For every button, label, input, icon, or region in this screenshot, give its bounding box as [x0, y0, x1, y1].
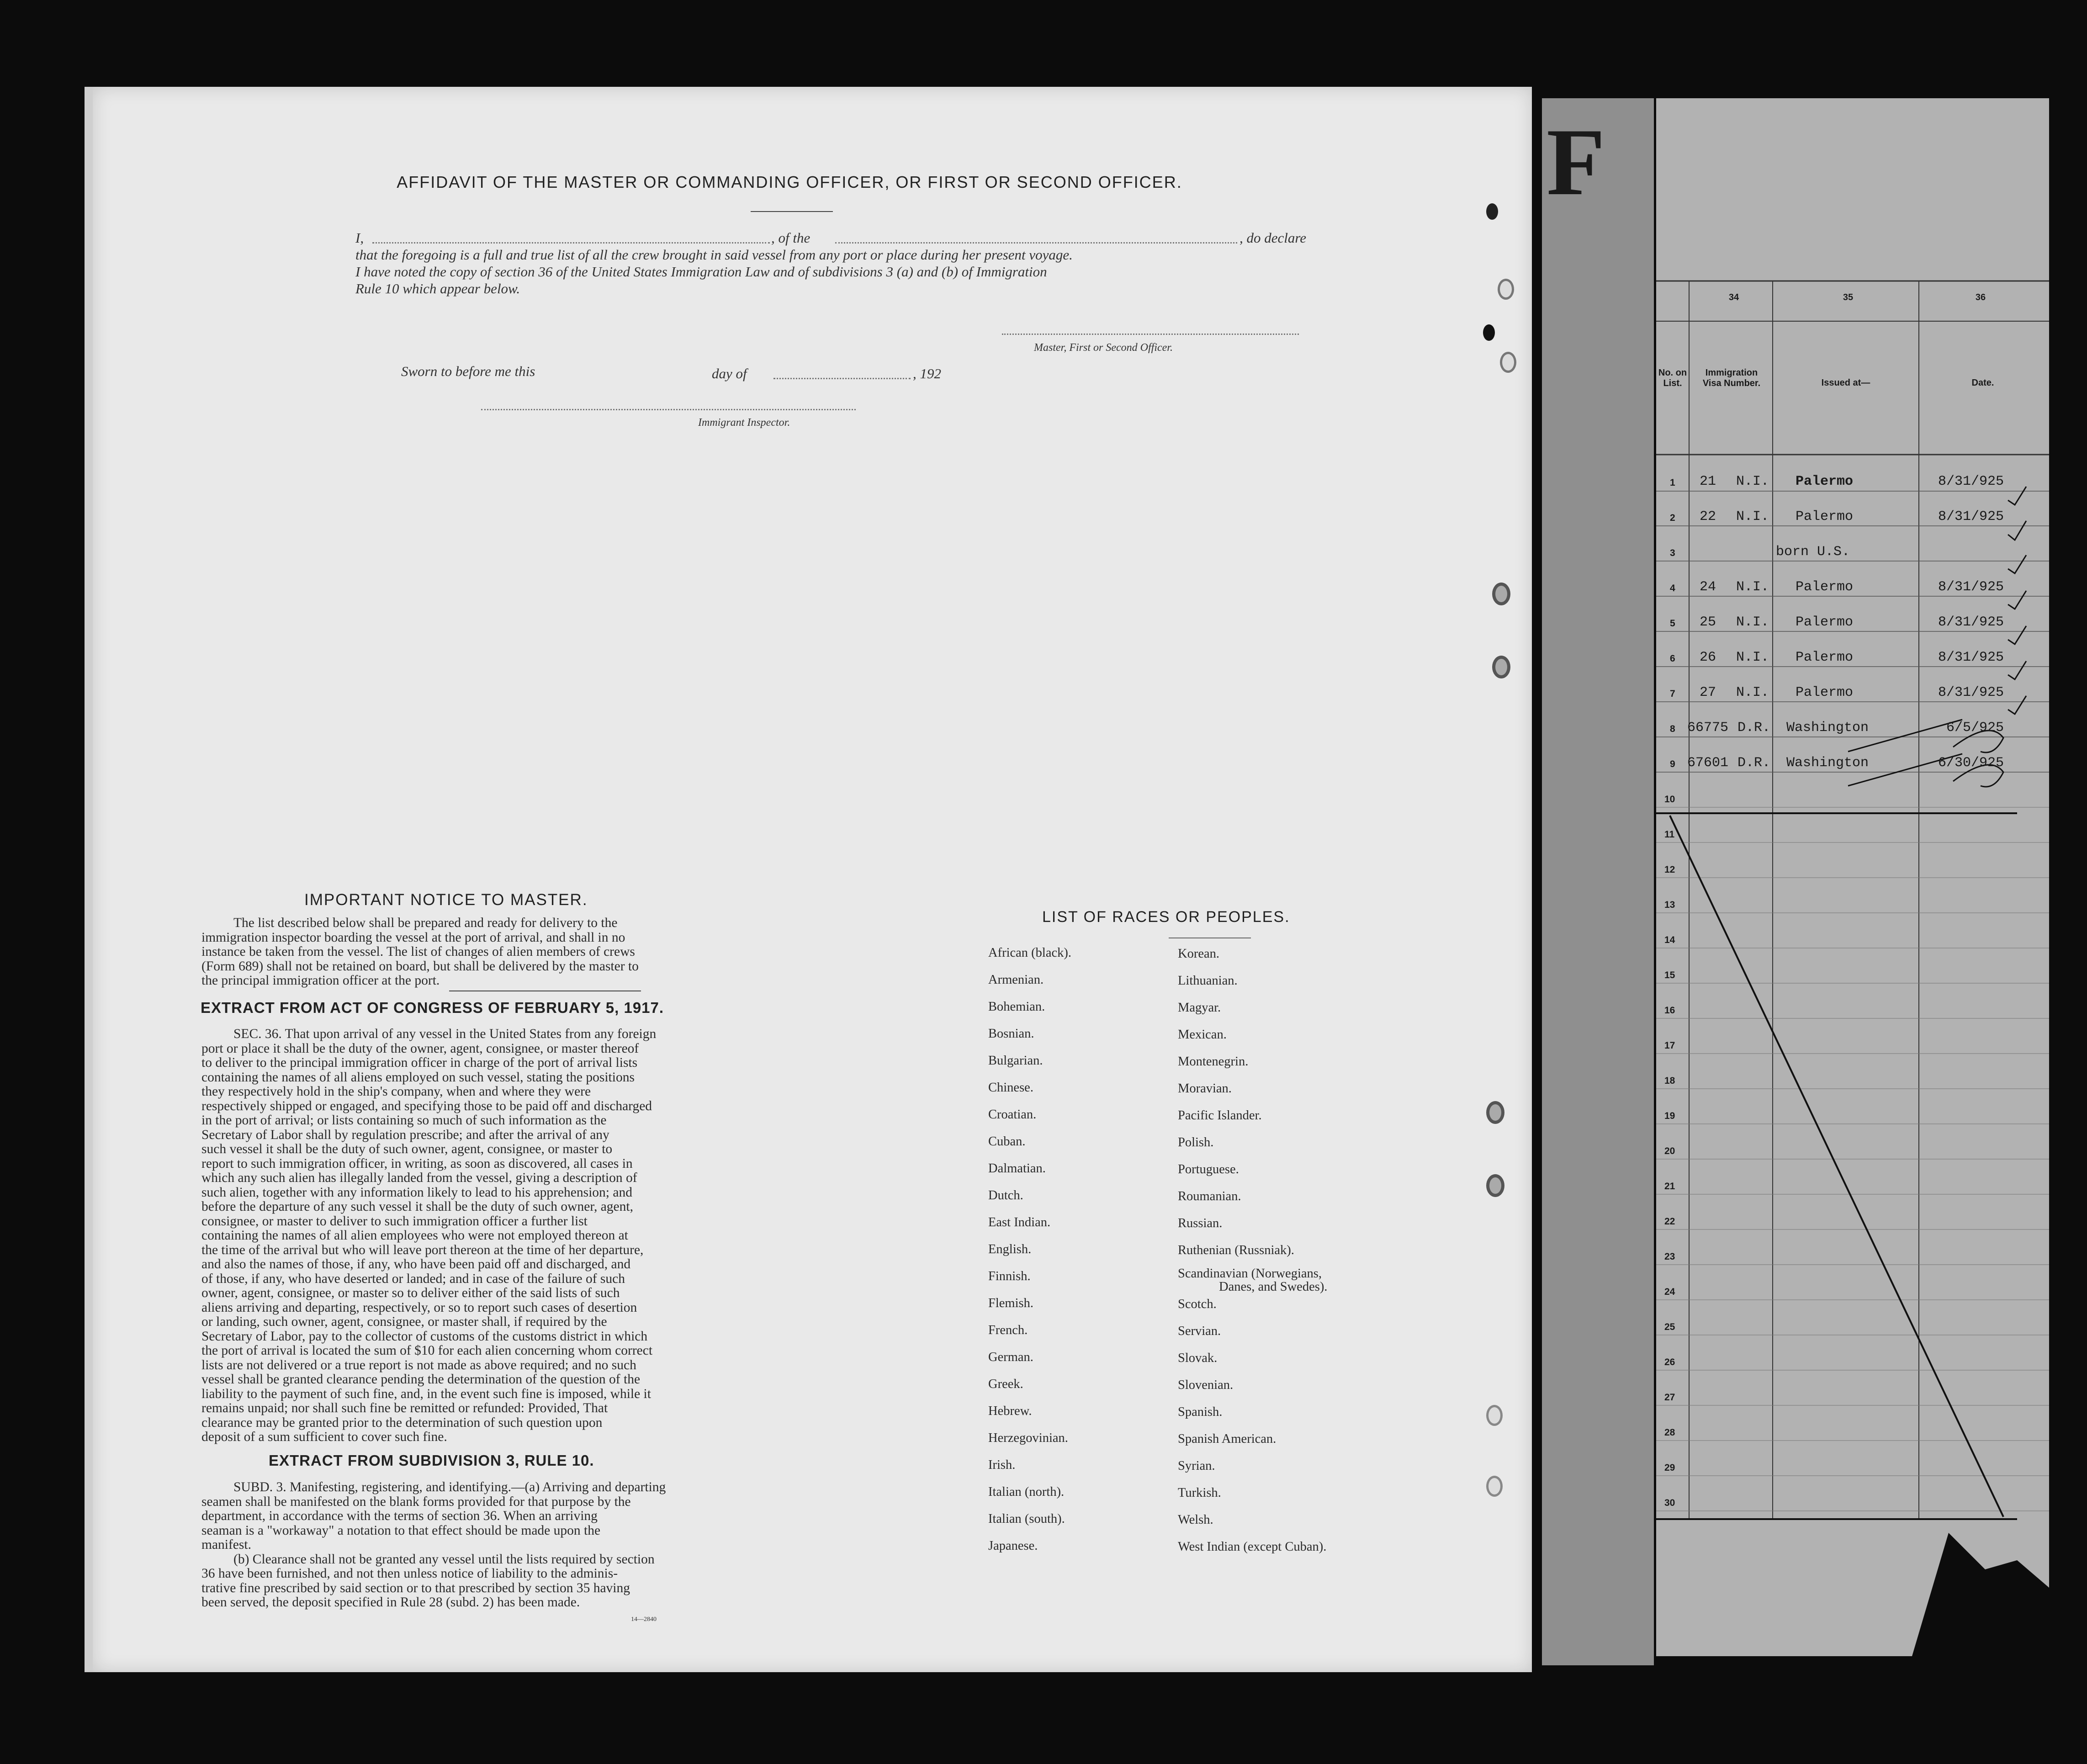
race-item: German. — [988, 1350, 1033, 1364]
sec36-line: containing the names of all alien employees who were not employed thereon at — [201, 1228, 628, 1243]
visa-type: N.I. — [1736, 685, 1769, 700]
extract-rule-title: EXTRACT FROM SUBDIVISION 3, RULE 10. — [269, 1452, 594, 1469]
notice-body — [201, 916, 734, 988]
row-number: 2 — [1670, 513, 1675, 523]
row-number: 30 — [1664, 1498, 1675, 1508]
rule-line: manifest. — [201, 1537, 251, 1552]
race-item: Herzegovinian. — [988, 1431, 1068, 1445]
visa-date: 8/31/925 — [1938, 509, 2004, 524]
sec36-line: lists are not delivered or a true report is not made as above required; and no such — [201, 1357, 636, 1372]
row-number: 1 — [1670, 477, 1675, 488]
race-item: Scotch. — [1178, 1297, 1217, 1311]
sec36-line: the time of the arrival but who will leave port thereon at the time of her departure, — [201, 1242, 644, 1257]
visa-number: 22 — [1700, 509, 1716, 524]
header-issued-at: Issued at— — [1821, 378, 1870, 388]
sec36-line: the port of arrival is located the sum of $10 for each alien concerning whom correct — [201, 1343, 653, 1358]
inspector-signature-caption: Immigrant Inspector. — [698, 417, 790, 429]
issued-at: Palermo — [1796, 614, 1854, 630]
header-date: Date. — [1971, 378, 1994, 388]
notice-line: the principal immigration officer at the port. — [201, 973, 440, 988]
manifest-grid — [1656, 98, 2049, 1656]
col-number: 35 — [1843, 292, 1854, 302]
vessel-blank — [835, 242, 1237, 244]
section-36-text — [201, 1027, 734, 1445]
binder-hole — [1483, 324, 1495, 341]
race-item: Bulgarian. — [988, 1054, 1043, 1068]
crew-manifest-sheet — [1656, 98, 2049, 1656]
visa-number: 27 — [1700, 685, 1716, 700]
row-number: 21 — [1664, 1181, 1675, 1192]
header-no-on-list: No. on List. — [1658, 368, 1687, 388]
row-number: 15 — [1664, 970, 1675, 980]
visa-date: 8/31/925 — [1938, 474, 2004, 489]
visa-type: N.I. — [1736, 614, 1769, 630]
races-column-1 — [988, 946, 1180, 1581]
sec36-line: respectively shipped or engaged, and specifying those to be paid off and discharged — [201, 1098, 652, 1113]
sec36-line: such vessel it shall be the duty of such owner, agent, consignee, or master to — [201, 1142, 613, 1156]
race-item: Portuguese. — [1178, 1162, 1239, 1176]
col-number: 36 — [1975, 292, 1986, 302]
notice-line: immigration inspector boarding the vessel at the port of arrival, and shall in no — [201, 930, 625, 945]
sec36-line: aliens arriving and departing, respectively, or so to report such cases of desertion — [201, 1300, 637, 1315]
row-number: 23 — [1664, 1251, 1675, 1262]
rule-line: (b) Clearance shall not be granted any vessel until the lists required by section — [233, 1552, 655, 1567]
sec36-line: they respectively hold in the ship's company, when and where they were — [201, 1084, 591, 1099]
affidavit-i: I, — [355, 230, 364, 246]
visa-type: D.R. — [1737, 720, 1771, 736]
binder-hole — [1486, 1174, 1504, 1197]
issued-at: Washington — [1786, 755, 1869, 771]
row-number: 6 — [1670, 653, 1675, 664]
sec36-line: such alien, together with any information likely to lead to his apprehension; and — [201, 1185, 632, 1200]
row-number: 10 — [1664, 794, 1675, 805]
row-number: 17 — [1664, 1040, 1675, 1051]
race-item: Bohemian. — [988, 1000, 1045, 1014]
row-number: 3 — [1670, 548, 1675, 558]
sec36-line: which any such alien has illegally landed from the vessel, giving a description of — [201, 1171, 637, 1185]
race-item: African (black). — [988, 946, 1071, 960]
race-item: Finnish. — [988, 1269, 1031, 1283]
left-form-page — [85, 87, 1532, 1672]
race-item: Japanese. — [988, 1539, 1038, 1553]
day-of-text: day of — [712, 366, 747, 381]
race-item: Greek. — [988, 1377, 1023, 1391]
notice-line: The list described below shall be prepared and ready for delivery to the — [233, 916, 618, 930]
row-number: 7 — [1670, 689, 1675, 699]
row-number: 13 — [1664, 900, 1675, 910]
visa-type: N.I. — [1736, 579, 1769, 595]
visa-number: 25 — [1700, 614, 1716, 630]
issued-at: Palermo — [1796, 579, 1854, 595]
visa-type: N.I. — [1736, 650, 1769, 665]
visa-date: 8/31/925 — [1938, 614, 2004, 630]
issued-at: Washington — [1786, 720, 1869, 736]
race-item: Dutch. — [988, 1188, 1023, 1202]
binder-hole — [1500, 352, 1516, 373]
race-item: Roumanian. — [1178, 1189, 1241, 1203]
race-item: West Indian (except Cuban). — [1178, 1540, 1327, 1554]
extract-act-title: EXTRACT FROM ACT OF CONGRESS OF FEBRUARY 5, 1917. — [201, 999, 664, 1016]
issued-at: Palermo — [1796, 650, 1854, 665]
race-item: Italian (south). — [988, 1512, 1065, 1526]
race-item: Pacific Islander. — [1178, 1108, 1262, 1123]
race-item: Hebrew. — [988, 1404, 1032, 1418]
race-item: Welsh. — [1178, 1513, 1213, 1527]
issued-at: born U.S. — [1776, 544, 1850, 560]
visa-type: N.I. — [1736, 474, 1769, 489]
race-item: Spanish. — [1178, 1405, 1223, 1419]
sec36-line: of those, if any, who have deserted or landed; and in case of the failure of such — [201, 1271, 625, 1286]
row-number: 26 — [1664, 1357, 1675, 1367]
rule-line: trative fine prescribed by said section or to that prescribed by section 35 having — [201, 1580, 630, 1595]
races-title: LIST OF RACES OR PEOPLES. — [1042, 908, 1290, 926]
row-number: 29 — [1664, 1462, 1675, 1473]
race-item: French. — [988, 1323, 1028, 1337]
race-item: East Indian. — [988, 1215, 1051, 1229]
visa-type: N.I. — [1736, 509, 1769, 524]
visa-date: 8/31/925 — [1938, 685, 2004, 700]
affidavit-do-declare: , do declare — [1239, 230, 1307, 246]
sec36-line: and also the names of those, if any, who have been paid off and discharged, and — [201, 1257, 631, 1271]
races-column-2 — [1178, 947, 1434, 1582]
sec36-line: Secretary of Labor, pay to the collector of customs of the customs district in which — [201, 1329, 648, 1344]
row-number: 5 — [1670, 618, 1675, 629]
race-item: Turkish. — [1178, 1486, 1221, 1500]
binder-hole — [1492, 583, 1510, 605]
race-item: Dalmatian. — [988, 1161, 1046, 1176]
race-item: Chinese. — [988, 1081, 1033, 1095]
row-number: 18 — [1664, 1075, 1675, 1086]
affidavit-line-4: Rule 10 which appear below. — [355, 281, 520, 297]
issued-at: Palermo — [1796, 685, 1854, 700]
race-item: Armenian. — [988, 973, 1044, 987]
sec36-line: Secretary of Labor shall by regulation prescribe; and after the arrival of any — [201, 1127, 609, 1142]
row-number: 20 — [1664, 1146, 1675, 1156]
race-item: Polish. — [1178, 1135, 1214, 1150]
race-item: Korean. — [1178, 947, 1219, 961]
sec36-line: deposit of a sum sufficient to cover such fine. — [201, 1430, 447, 1444]
sec36-line: port or place it shall be the duty of the owner, agent, consignee, or master thereof — [201, 1041, 639, 1056]
name-blank — [372, 242, 770, 244]
sec36-line: containing the names of all aliens employed on such vessel, stating the positions — [201, 1070, 635, 1085]
binding-strip — [1542, 98, 1654, 1665]
sec36-line: in the port of arrival; or lists containing so much of such information as the — [201, 1113, 607, 1128]
notice-line: instance be taken from the vessel. The list of changes of alien members of crews — [201, 944, 635, 959]
affidavit-line-2: that the foregoing is a full and true list of all the crew brought in said vessel from any port or place during her present voyage. — [355, 247, 1073, 263]
rule-line: department, in accordance with the terms of section 36. When an arriving — [201, 1509, 598, 1523]
sec36-line: or landing, such owner, agent, consignee, or master shall, if required by the — [201, 1314, 607, 1329]
notice-title: IMPORTANT NOTICE TO MASTER. — [304, 891, 588, 909]
race-item: Lithuanian. — [1178, 974, 1238, 988]
binder-hole — [1486, 1476, 1503, 1497]
race-item: Cuban. — [988, 1134, 1026, 1149]
row-number: 16 — [1664, 1005, 1675, 1016]
master-signature-caption: Master, First or Second Officer. — [1034, 342, 1173, 354]
race-item: Slovak. — [1178, 1351, 1218, 1365]
race-item: Montenegrin. — [1178, 1054, 1249, 1069]
sworn-text: Sworn to before me this — [401, 363, 535, 379]
rule-line: seamen shall be manifested on the blank forms provided for that purpose by the — [201, 1494, 631, 1509]
binder-hole — [1486, 1405, 1503, 1426]
header-visa-number: Immigration Visa Number. — [1702, 368, 1761, 388]
visa-number: 67601 — [1687, 755, 1729, 771]
row-number: 12 — [1664, 864, 1675, 875]
race-item: Irish. — [988, 1458, 1016, 1472]
row-number: 9 — [1670, 759, 1675, 769]
row-number: 24 — [1664, 1287, 1675, 1297]
month-blank — [773, 378, 911, 379]
rule-10-text — [201, 1480, 734, 1610]
visa-date: 8/31/925 — [1938, 579, 2004, 595]
sec36-line: liability to the payment of such fine, and, in the event such fine is imposed, while it — [201, 1386, 651, 1401]
row-number: 14 — [1664, 935, 1675, 945]
binder-hole — [1486, 1101, 1504, 1124]
col-number: 34 — [1728, 292, 1739, 302]
binder-hole — [1498, 279, 1514, 300]
section-tab-letter: F — [1547, 109, 1605, 215]
visa-date: 6/30/925 — [1938, 755, 2004, 771]
divider — [751, 211, 833, 212]
year-text: , 192 — [913, 366, 941, 381]
visa-number: 26 — [1700, 650, 1716, 665]
row-number: 25 — [1664, 1322, 1675, 1332]
rule-line: SUBD. 3. Manifesting, registering, and identifying.—(a) Arriving and departing — [233, 1480, 666, 1494]
inspector-signature-line — [481, 409, 856, 410]
rule-line: 36 have been furnished, and not then unless notice of liability to the adminis- — [201, 1566, 618, 1581]
issued-at: Palermo — [1796, 474, 1854, 489]
race-item: Scandinavian (Norwegians, — [1178, 1266, 1322, 1281]
race-item: English. — [988, 1242, 1032, 1256]
sec36-line: SEC. 36. That upon arrival of any vessel in the United States from any foreign — [233, 1027, 657, 1041]
row-number: 22 — [1664, 1216, 1675, 1227]
race-item: Spanish American. — [1178, 1432, 1277, 1446]
affidavit-of-the: , of the — [771, 230, 810, 246]
form-number: 14—2840 — [631, 1616, 657, 1623]
race-item: Italian (north). — [988, 1485, 1065, 1499]
row-number: 28 — [1664, 1427, 1675, 1438]
race-item: Magyar. — [1178, 1001, 1221, 1015]
sec36-line: consignee, or master to deliver to such immigration officer a further list — [201, 1213, 588, 1229]
row-number: 4 — [1670, 583, 1675, 593]
race-item: Danes, and Swedes). — [1219, 1280, 1328, 1294]
row-number: 27 — [1664, 1392, 1675, 1403]
race-item: Syrian. — [1178, 1459, 1215, 1473]
race-item: Moravian. — [1178, 1081, 1232, 1096]
rule-line: seaman is a "workaway" a notation to that effect should be made upon the — [201, 1523, 601, 1538]
sec36-line: owner, agent, consignee, or master so to deliver either of the said lists of such — [201, 1286, 620, 1300]
affidavit-line-3: I have noted the copy of section 36 of the United States Immigration Law and of subdivisions 3 (a) and (b) of Immigration — [355, 264, 1047, 280]
notice-line: (Form 689) shall not be retained on board, but shall be delivered by the master to — [201, 959, 639, 974]
visa-type: D.R. — [1737, 755, 1771, 771]
race-item: Flemish. — [988, 1296, 1033, 1310]
race-item: Mexican. — [1178, 1028, 1227, 1042]
visa-date: 8/31/925 — [1938, 650, 2004, 665]
sec36-line: clearance may be granted prior to the determination of such question upon — [201, 1415, 603, 1430]
sec36-line: remains unpaid; nor shall such fine be remitted or refunded: Provided, That — [201, 1401, 608, 1415]
race-item: Ruthenian (Russniak). — [1178, 1243, 1294, 1257]
sec36-line: to deliver to the principal immigration officer in charge of the port of arrival lists — [201, 1055, 638, 1070]
race-item: Bosnian. — [988, 1027, 1034, 1041]
issued-at: Palermo — [1796, 509, 1854, 524]
sec36-line: vessel shall be granted clearance pending the determination of the question of the — [201, 1372, 641, 1387]
race-item: Slovenian. — [1178, 1378, 1234, 1392]
master-signature-line — [1002, 334, 1299, 335]
sec36-line: before the departure of any such vessel it shall be the duty of such owner, agent, — [201, 1199, 633, 1214]
visa-number: 66775 — [1687, 720, 1729, 736]
binder-hole — [1486, 203, 1498, 220]
row-number: 11 — [1664, 829, 1675, 840]
binder-hole — [1492, 656, 1510, 678]
row-number: 19 — [1664, 1111, 1675, 1121]
rule-line: been served, the deposit specified in Rule 28 (subd. 2) has been made. — [201, 1595, 580, 1610]
affidavit-title: AFFIDAVIT OF THE MASTER OR COMMANDING OFFICER, OR FIRST OR SECOND OFFICER. — [397, 173, 1182, 191]
row-number: 8 — [1670, 724, 1675, 734]
visa-date: 6/5/925 — [1946, 720, 2004, 736]
race-item: Croatian. — [988, 1107, 1037, 1122]
visa-number: 21 — [1700, 474, 1716, 489]
race-item: Russian. — [1178, 1216, 1223, 1230]
visa-number: 24 — [1700, 579, 1716, 595]
race-item: Servian. — [1178, 1324, 1221, 1338]
sec36-line: report to such immigration officer, in writing, as soon as discovered, all cases in — [201, 1156, 633, 1171]
